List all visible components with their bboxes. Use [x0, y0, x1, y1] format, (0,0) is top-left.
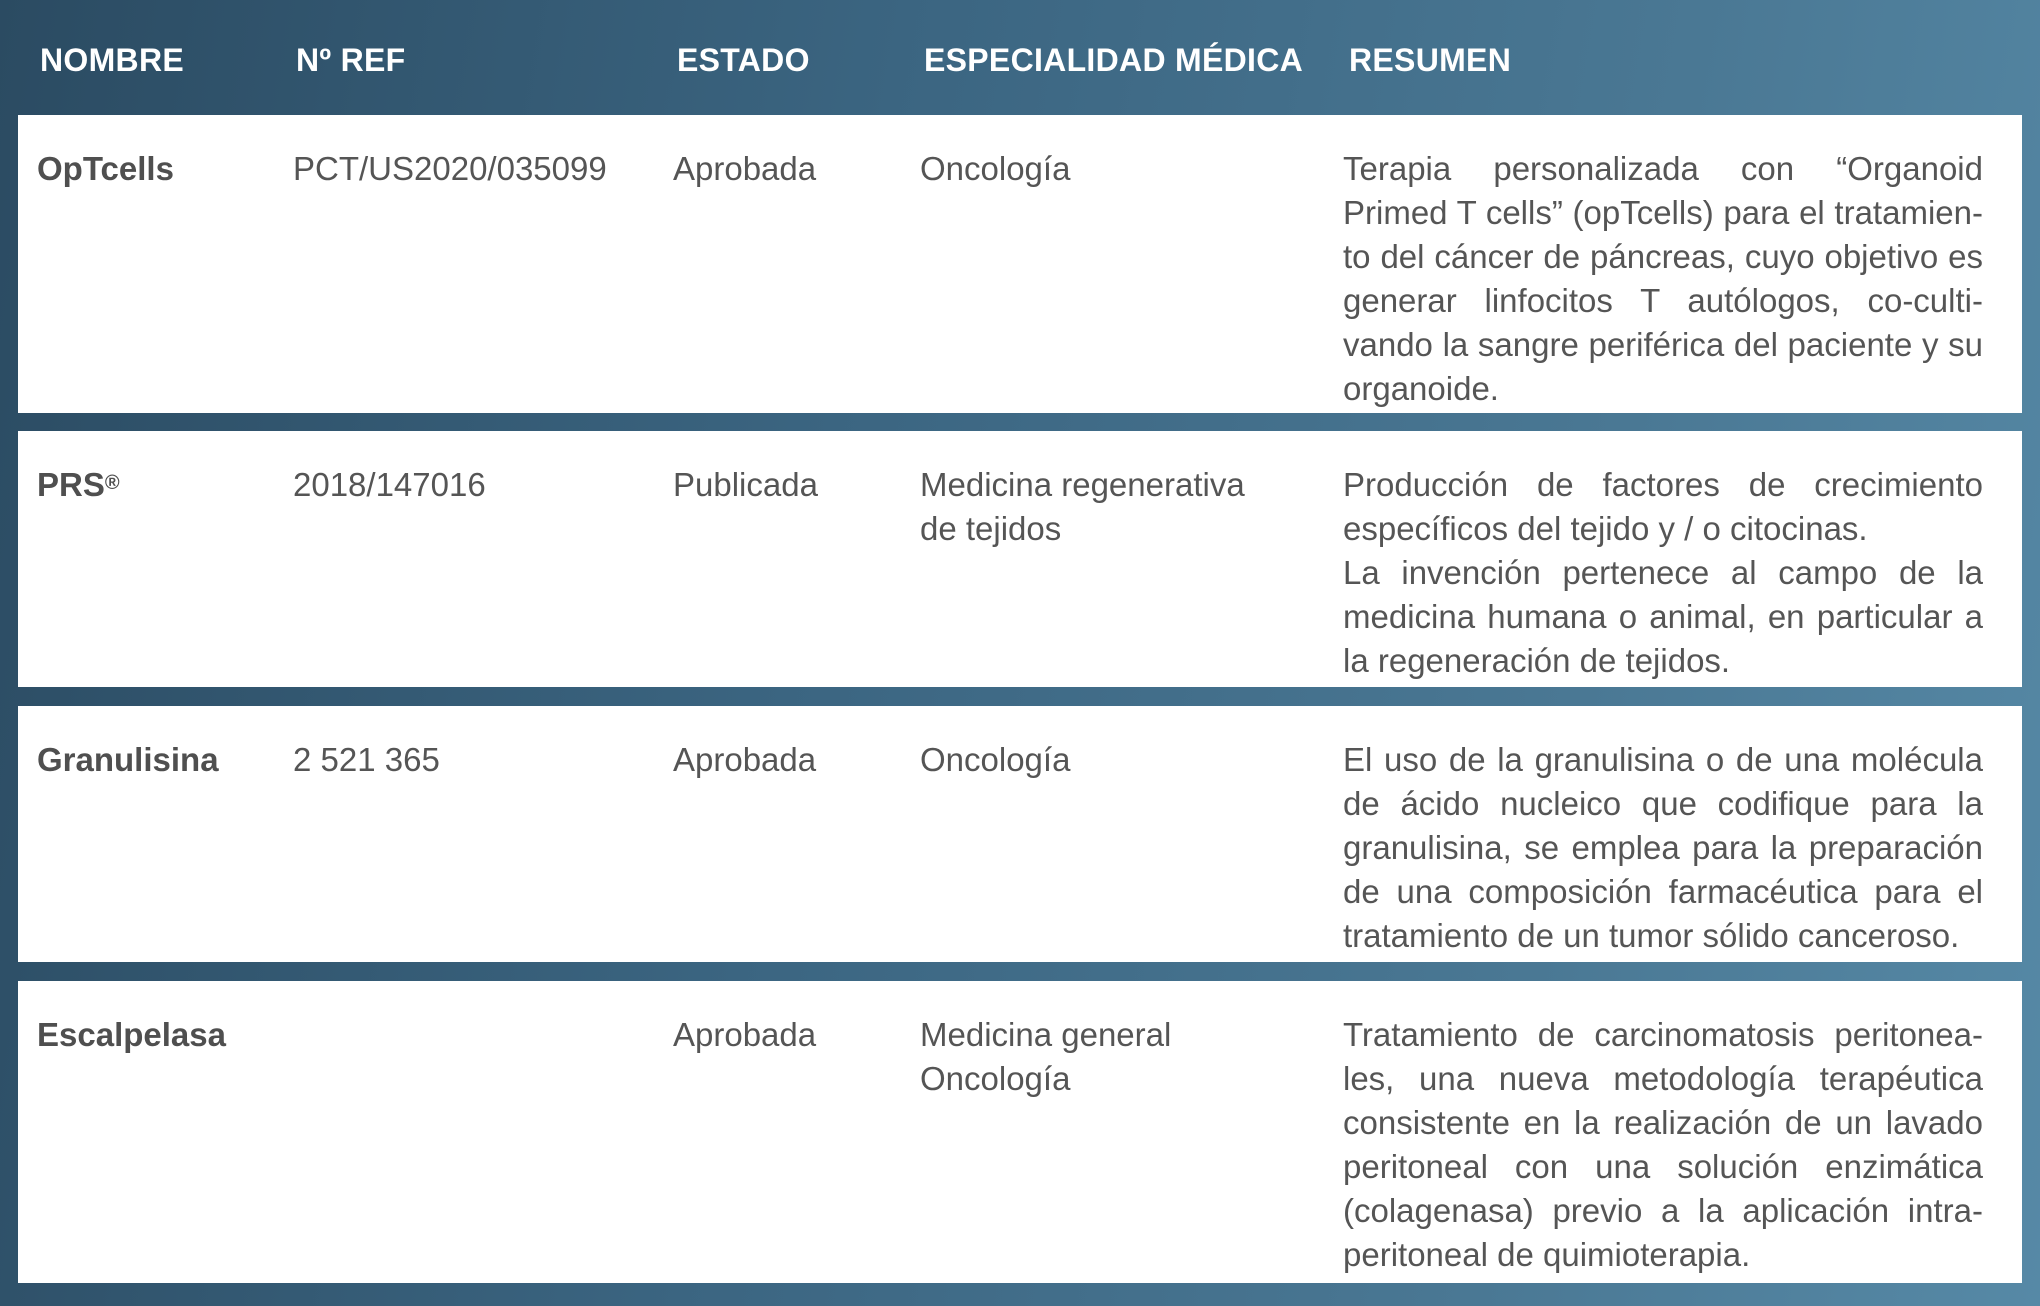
resumen-paragraph: La invención pertenece al campo de la medicina humana o animal, en particular a la regeneración de tejidos.	[1343, 554, 1983, 679]
row-estado: Aprobada	[673, 1016, 817, 1053]
header-resumen: RESUMEN	[1349, 42, 1512, 78]
row-resumen: Terapia personalizada con “Organoid Primed T cells” (opTcells) para el tratamiento del cáncer de páncreas, cuyo objetivo es generar linfocitos T autólogos, co-cultivando la sangre periférica del paciente y su organoide.	[1343, 150, 1983, 407]
row-nombre	[37, 463, 120, 507]
table-row	[18, 706, 2022, 962]
row-estado: Aprobada	[673, 741, 817, 778]
header-estado: ESTADO	[677, 42, 810, 78]
row-ref: 2 521 365	[293, 741, 440, 778]
row-resumen: El uso de la granulisina o de una molécula de ácido nucleico que codifique para la granulisina, se emplea para la preparación de una composición farmacéutica para el tratamiento de un tumor sólido canceroso.	[1343, 741, 1983, 954]
row-especialidad	[920, 147, 1070, 191]
row-ref: PCT/US2020/035099	[293, 150, 607, 187]
especialidad-line: de tejidos	[920, 510, 1062, 547]
header-ref: Nº REF	[296, 42, 406, 78]
row-ref: 2018/147016	[293, 466, 486, 503]
resumen-paragraph: Producción de factores de crecimiento específicos del tejido y / o citocinas.	[1343, 466, 1983, 547]
row-especialidad	[920, 463, 1245, 551]
row-nombre: Escalpelasa	[37, 1016, 226, 1053]
especialidad-line: Oncología	[920, 150, 1071, 187]
row-estado: Aprobada	[673, 150, 817, 187]
row-nombre: Granulisina	[37, 741, 219, 778]
table-row	[18, 981, 2022, 1283]
table-row	[18, 115, 2022, 413]
table-row	[18, 431, 2022, 687]
especialidad-line: Medicina regenerativa	[920, 466, 1245, 503]
header-especialidad: ESPECIALIDAD MÉDICA	[924, 42, 1304, 78]
especialidad-line: Medicina general	[920, 1016, 1172, 1053]
row-nombre: OpTcells	[37, 150, 174, 187]
row-nombre-text: PRS	[37, 466, 105, 503]
row-especialidad	[920, 738, 1070, 782]
especialidad-line: Oncología	[920, 741, 1071, 778]
table-header	[0, 0, 2040, 116]
row-especialidad	[920, 1013, 1171, 1101]
header-nombre: NOMBRE	[40, 42, 185, 78]
registered-mark: ®	[104, 472, 120, 494]
row-resumen	[1343, 463, 1983, 683]
especialidad-line: Oncología	[920, 1060, 1071, 1097]
row-resumen: Tratamiento de carcinomatosis peritoneales, una nueva metodología terapéutica consistente en la realización de un lavado peritoneal con una solución enzimática (colagenasa) previo a la aplicación intraperitoneal de quimioterapia.	[1343, 1016, 1983, 1273]
row-estado: Publicada	[673, 466, 818, 503]
